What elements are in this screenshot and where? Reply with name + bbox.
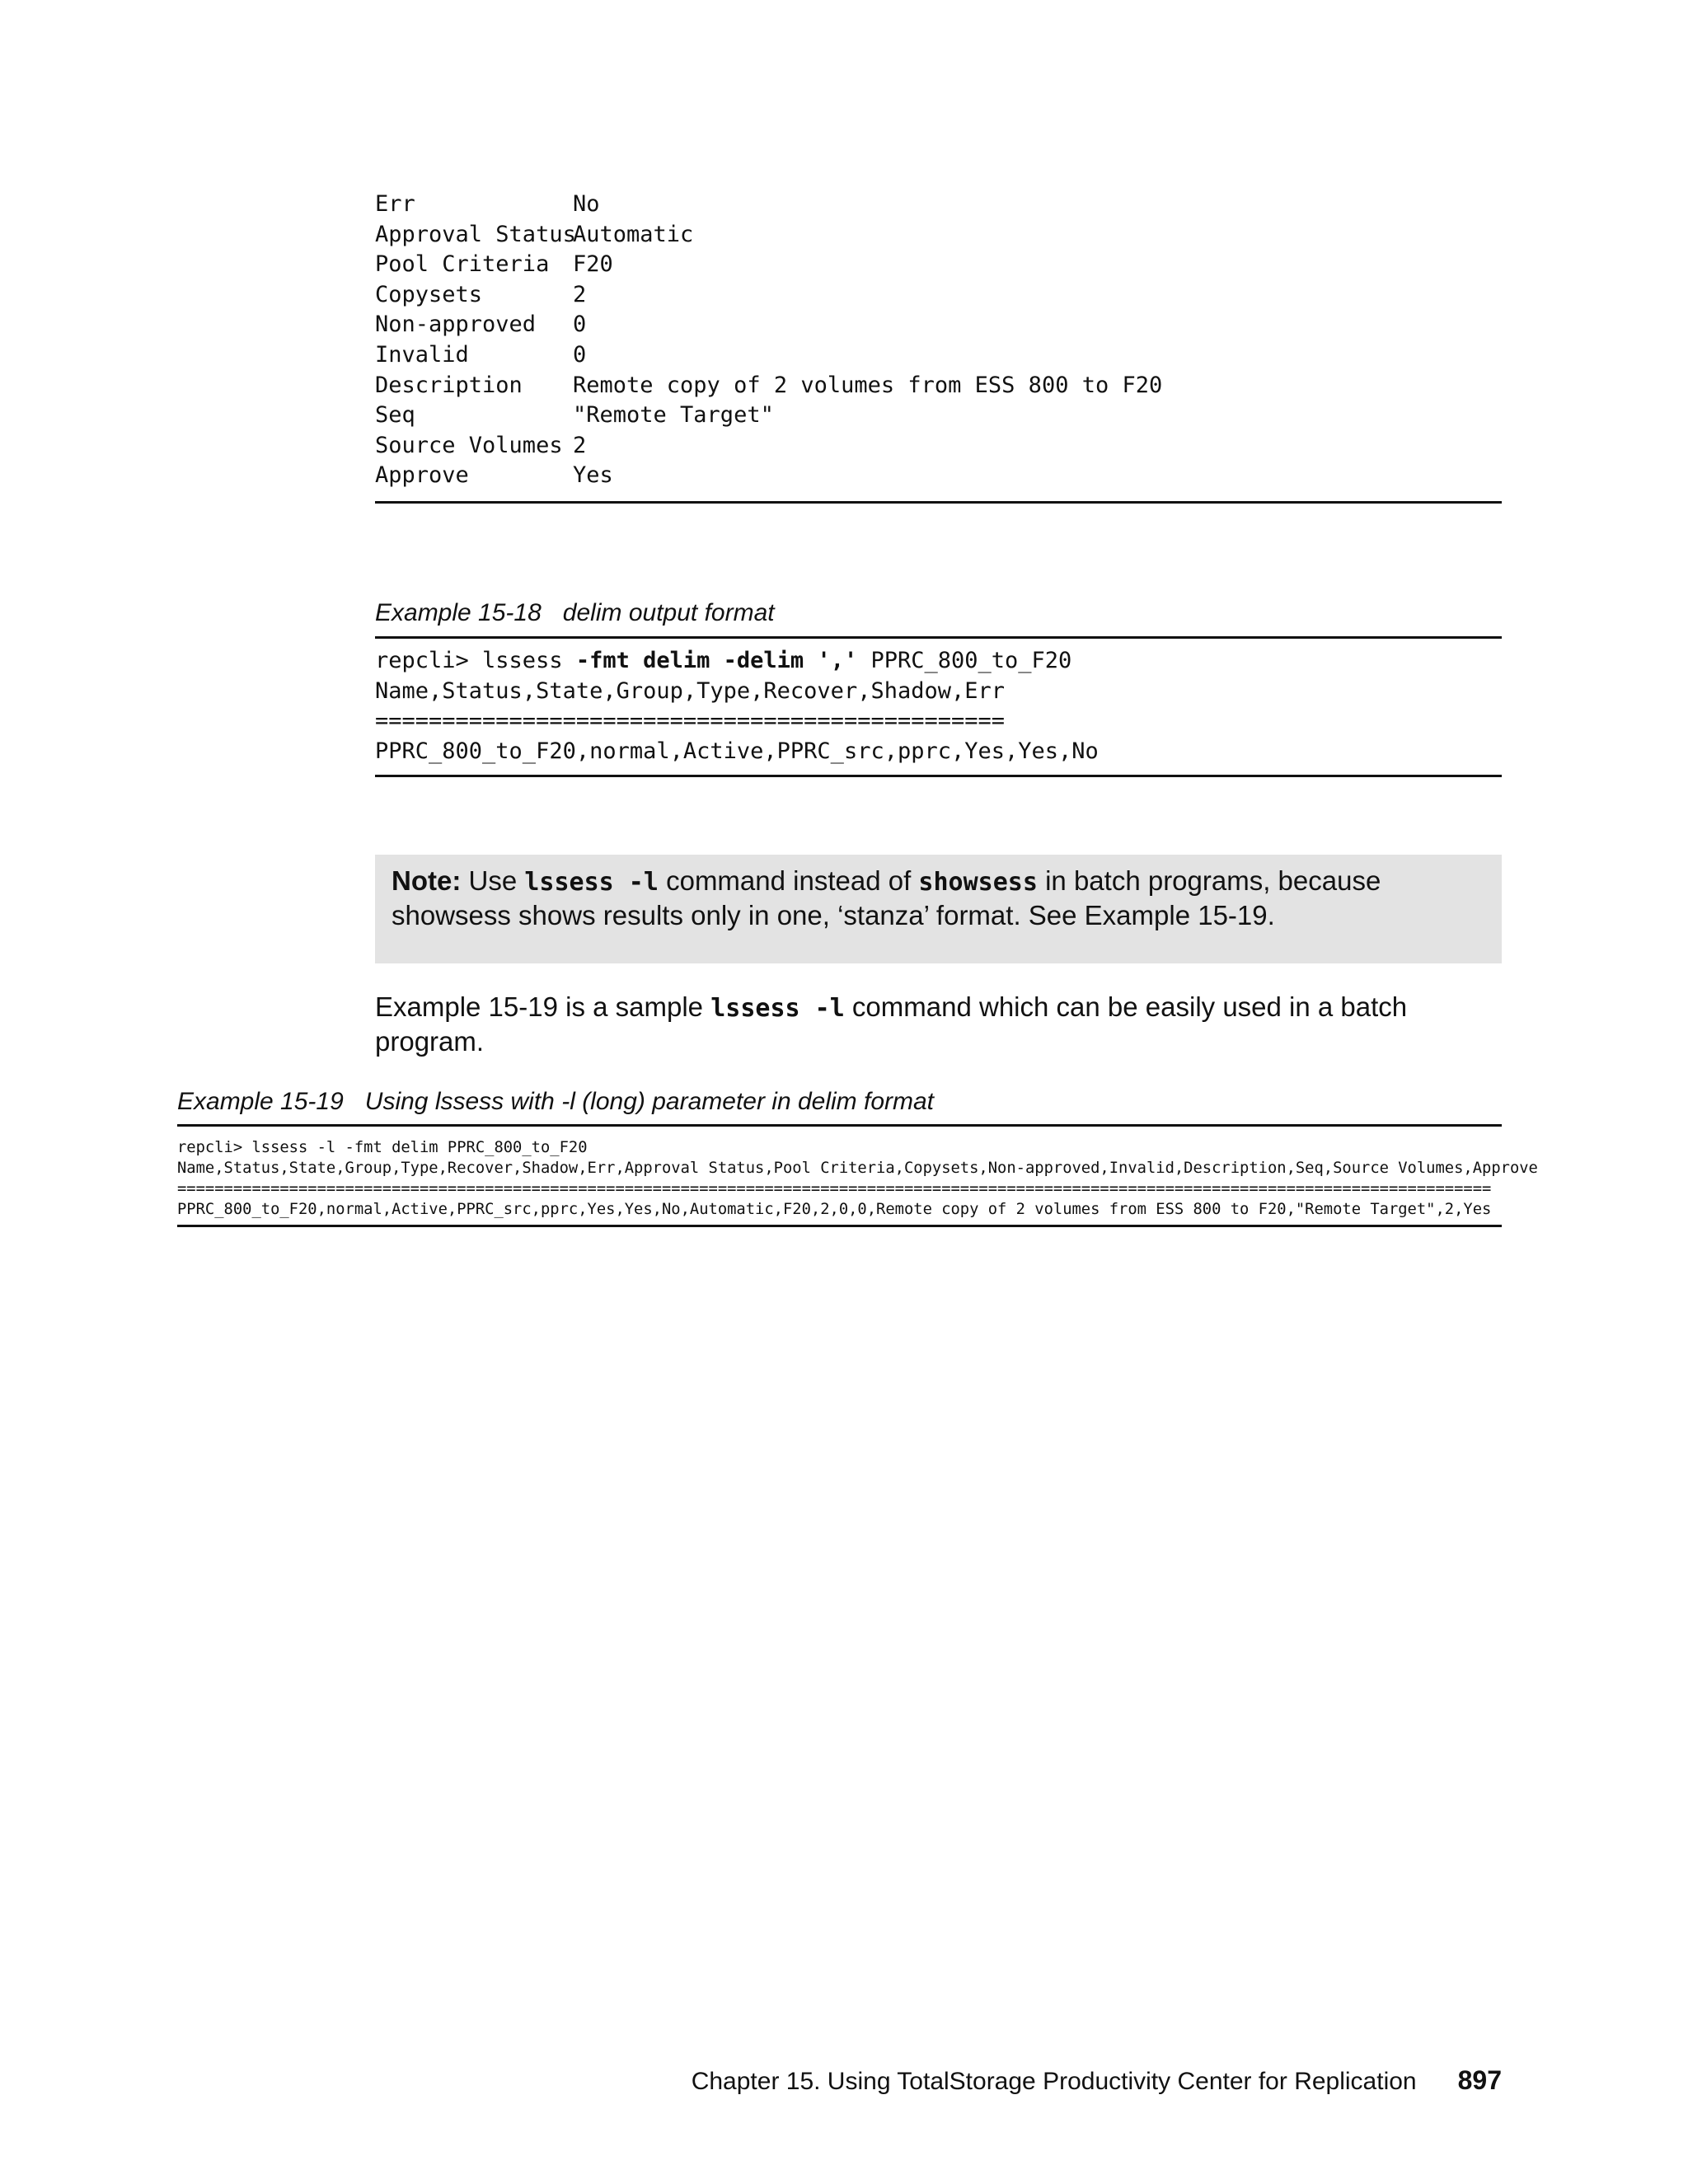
example-15-19-top-rule <box>177 1124 1502 1127</box>
header-line: Name,Status,State,Group,Type,Recover,Shadow,Err,Approval Status,Pool Criteria,Copysets,Non-approved,Invalid,Description,Seq,Source Volumes,Approve <box>177 1160 1538 1177</box>
example-15-19-bottom-rule <box>177 1225 1502 1227</box>
stanza-row: Non-approved 0 <box>375 312 587 338</box>
example-15-19-caption: Example 15-19 Using lssess with -l (long) parameter in delim format <box>177 1088 935 1115</box>
stanza-row: Description Remote copy of 2 volumes from ESS 800 to F20 <box>375 372 1163 398</box>
stanza-row: Copysets 2 <box>375 281 587 307</box>
page-footer <box>692 2065 1502 2096</box>
header-line: Name,Status,State,Group,Type,Recover,Shadow,Err <box>375 677 1006 704</box>
example-15-18-top-rule <box>375 636 1502 639</box>
example-15-18-code <box>375 646 1099 766</box>
stanza-bottom-rule <box>375 501 1502 504</box>
page-number: 897 <box>1457 2065 1502 2095</box>
example-15-19-code <box>177 1137 1538 1220</box>
stanza-row: Err No <box>375 191 600 217</box>
example-15-18-caption: Example 15-18 delim output format <box>375 599 775 626</box>
stanza-row: Approve Yes <box>375 462 613 489</box>
example-15-18-bottom-rule <box>375 775 1502 777</box>
separator-line: ============================================================================================================================================= <box>177 1180 1492 1197</box>
stanza-row: Approval Status Automatic <box>375 221 694 247</box>
stanza-listing <box>375 190 1502 491</box>
data-line: PPRC_800_to_F20,normal,Active,PPRC_src,pprc,Yes,Yes,No,Automatic,F20,2,0,0,Remote copy of 2 volumes from ESS 800 to F20,"Remote Target",2,Yes <box>177 1201 1492 1218</box>
chapter-title: Chapter 15. Using TotalStorage Productivity Center for Replication <box>691 2068 1417 2095</box>
stanza-row: Seq "Remote Target" <box>375 402 774 429</box>
command-line: repcli> lssess -fmt delim -delim ',' PPRC_800_to_F20 <box>375 648 1072 673</box>
data-line: PPRC_800_to_F20,normal,Active,PPRC_src,pprc,Yes,Yes,No <box>375 738 1099 764</box>
stanza-row: Invalid 0 <box>375 341 587 368</box>
body-paragraph: Example 15-19 is a sample lssess -l command which can be easily used in a batch program. <box>375 991 1408 1057</box>
separator-line: =============================================== <box>375 708 1006 734</box>
stanza-row: Pool Criteria F20 <box>375 251 613 278</box>
stanza-row: Source Volumes 2 <box>375 432 587 458</box>
command-line: repcli> lssess -l -fmt delim PPRC_800_to_F20 <box>177 1139 588 1156</box>
note-box: Note: Use lssess -l command instead of showsess in batch programs, because showsess shows results only in one, ‘stanza’ format. See Example 15-19. <box>375 855 1502 963</box>
